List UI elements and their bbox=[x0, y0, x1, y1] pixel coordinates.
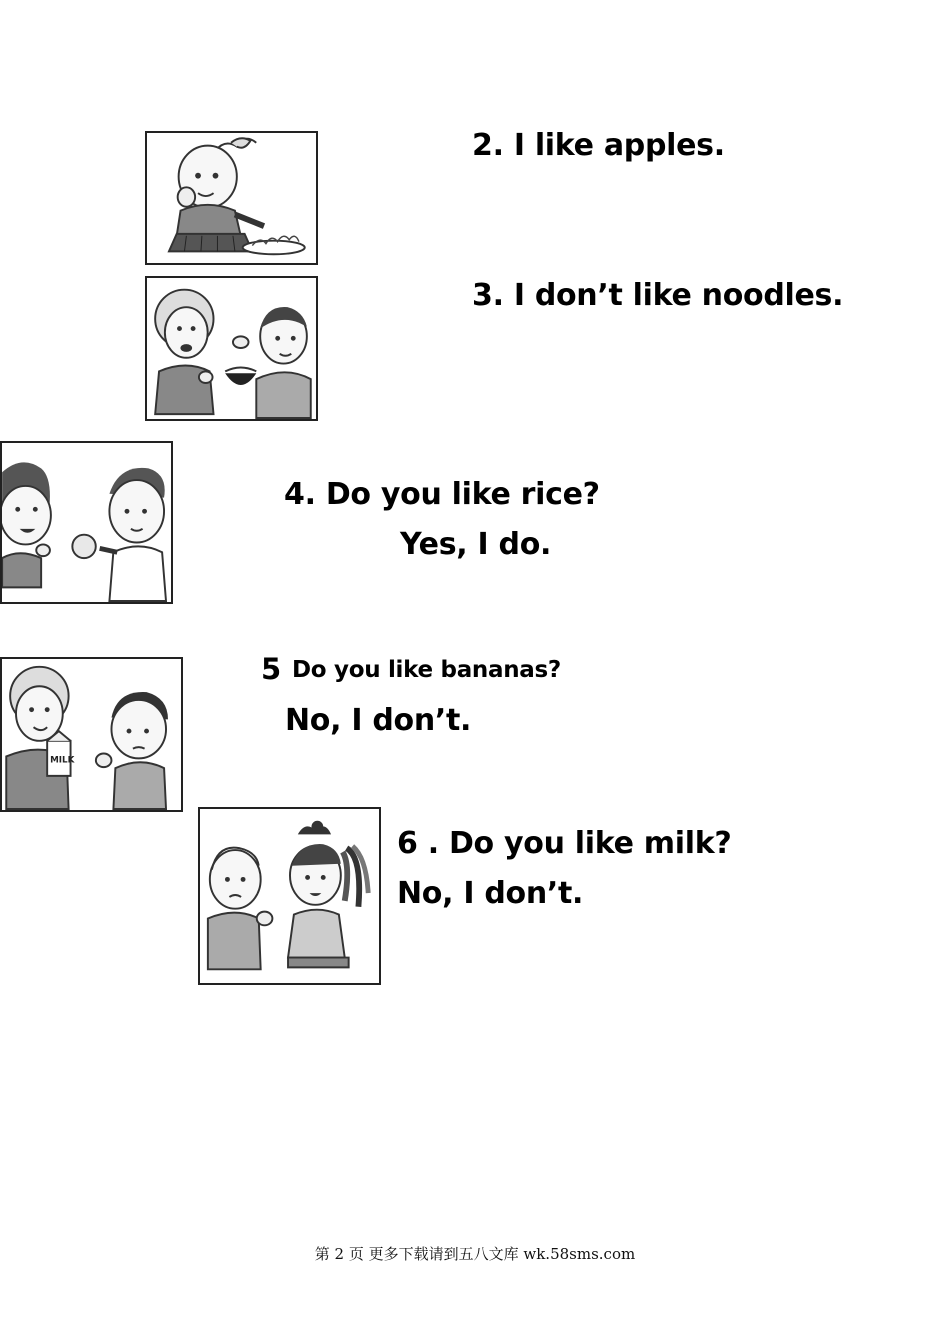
picture-woman-boy-orange bbox=[0, 441, 173, 604]
picture-girl-noodles bbox=[145, 131, 318, 265]
answer-5: No, I don’t. bbox=[285, 703, 472, 738]
question-6: 6 . Do you like milk? bbox=[397, 826, 732, 861]
sentence-3: 3. I don’t like noodles. bbox=[472, 278, 844, 313]
rice-bowl-illustration bbox=[147, 278, 316, 419]
answer-4: Yes, I do. bbox=[400, 527, 552, 562]
milk-carton-label: MILK bbox=[50, 755, 75, 766]
question-5: Do you like bananas? bbox=[292, 657, 561, 683]
picture-boy-girl-bananas bbox=[198, 807, 381, 985]
answer-6: No, I don’t. bbox=[397, 876, 584, 911]
milk-carton-icon bbox=[47, 731, 75, 776]
sentence-2: 2. I like apples. bbox=[472, 128, 725, 163]
bananas-illustration bbox=[200, 809, 379, 983]
item-number-5: 5 bbox=[261, 652, 281, 686]
picture-woman-milk-boy bbox=[0, 657, 183, 812]
page-footer: 第 2 页 更多下载请到五八文库 wk.58sms.com bbox=[314, 1245, 636, 1263]
milk-illustration bbox=[2, 659, 181, 810]
question-4: 4. Do you like rice? bbox=[284, 477, 600, 512]
orange-illustration bbox=[2, 443, 171, 602]
picture-woman-boy-rice-bowl bbox=[145, 276, 318, 421]
girl-noodles-illustration bbox=[147, 133, 316, 263]
